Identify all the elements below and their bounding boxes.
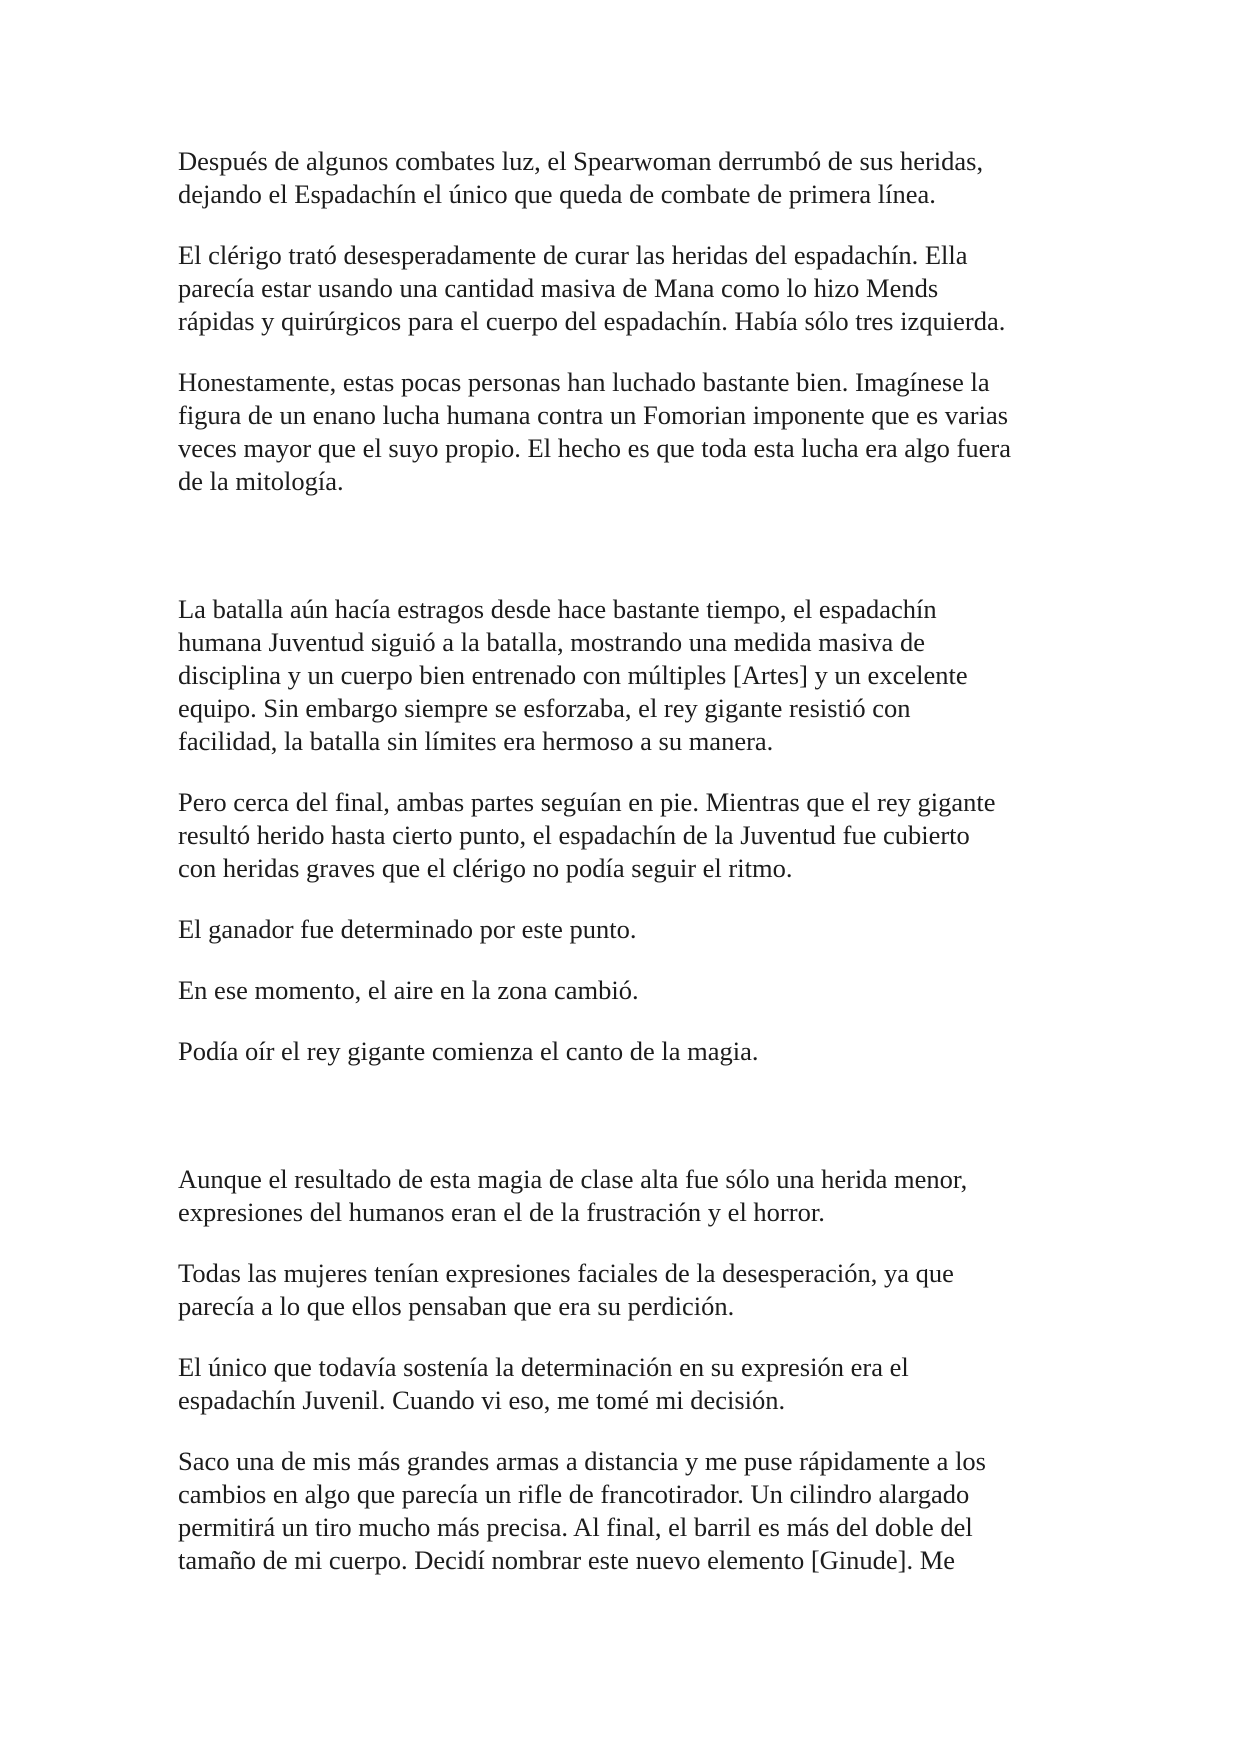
text-line: El ganador fue determinado por este punto.: [178, 914, 637, 944]
paragraph: [178, 1163, 1078, 1229]
text-line: Después de algunos combates luz, el Spearwoman derrumbó de sus heridas,: [178, 146, 984, 176]
text-line: En ese momento, el aire en la zona cambió.: [178, 975, 639, 1005]
text-line: disciplina y un cuerpo bien entrenado con múltiples [Artes] y un excelente: [178, 660, 968, 690]
text-line: de la mitología.: [178, 466, 344, 496]
paragraph: [178, 1257, 1078, 1323]
document-body: [178, 145, 1078, 1605]
text-line: espadachín Juvenil. Cuando vi eso, me tomé mi decisión.: [178, 1385, 786, 1415]
text-line: dejando el Espadachín el único que queda de combate de primera línea.: [178, 179, 936, 209]
text-line: con heridas graves que el clérigo no podía seguir el ritmo.: [178, 853, 793, 883]
paragraph: [178, 913, 1078, 946]
paragraph: [178, 145, 1078, 211]
paragraph: [178, 786, 1078, 885]
text-line: permitirá un tiro mucho más precisa. Al final, el barril es más del doble del: [178, 1512, 973, 1542]
text-line: Honestamente, estas pocas personas han luchado bastante bien. Imagínese la: [178, 367, 990, 397]
text-line: La batalla aún hacía estragos desde hace bastante tiempo, el espadachín: [178, 594, 937, 624]
text-line: figura de un enano lucha humana contra un Fomorian imponente que es varias: [178, 400, 1009, 430]
paragraph: [178, 239, 1078, 338]
text-line: equipo. Sin embargo siempre se esforzaba, el rey gigante resistió con: [178, 693, 911, 723]
text-line: El único que todavía sostenía la determinación en su expresión era el: [178, 1352, 909, 1382]
text-line: veces mayor que el suyo propio. El hecho es que toda esta lucha era algo fuera: [178, 433, 1011, 463]
text-line: El clérigo trató desesperadamente de curar las heridas del espadachín. Ella: [178, 240, 968, 270]
text-line: cambios en algo que parecía un rifle de francotirador. Un cilindro alargado: [178, 1479, 970, 1509]
paragraph: [178, 974, 1078, 1007]
paragraph: [178, 366, 1078, 498]
text-line: parecía estar usando una cantidad masiva de Mana como lo hizo Mends: [178, 273, 939, 303]
text-line: rápidas y quirúrgicos para el cuerpo del espadachín. Había sólo tres izquierda.: [178, 306, 1006, 336]
text-line: Todas las mujeres tenían expresiones faciales de la desesperación, ya que: [178, 1258, 954, 1288]
text-line: tamaño de mi cuerpo. Decidí nombrar este nuevo elemento [Ginude]. Me: [178, 1545, 956, 1575]
text-line: Saco una de mis más grandes armas a distancia y me puse rápidamente a los: [178, 1446, 986, 1476]
paragraph: [178, 1445, 1078, 1577]
paragraph: [178, 1035, 1078, 1068]
text-line: resultó herido hasta cierto punto, el espadachín de la Juventud fue cubierto: [178, 820, 970, 850]
paragraph: [178, 593, 1078, 758]
paragraph: [178, 1351, 1078, 1417]
text-line: Aunque el resultado de esta magia de clase alta fue sólo una herida menor,: [178, 1164, 968, 1194]
text-line: facilidad, la batalla sin límites era hermoso a su manera.: [178, 726, 774, 756]
text-line: parecía a lo que ellos pensaban que era su perdición.: [178, 1291, 735, 1321]
text-line: Podía oír el rey gigante comienza el canto de la magia.: [178, 1036, 759, 1066]
text-line: expresiones del humanos eran el de la frustración y el horror.: [178, 1197, 825, 1227]
text-line: Pero cerca del final, ambas partes seguían en pie. Mientras que el rey gigante: [178, 787, 996, 817]
text-line: humana Juventud siguió a la batalla, mostrando una medida masiva de: [178, 627, 925, 657]
